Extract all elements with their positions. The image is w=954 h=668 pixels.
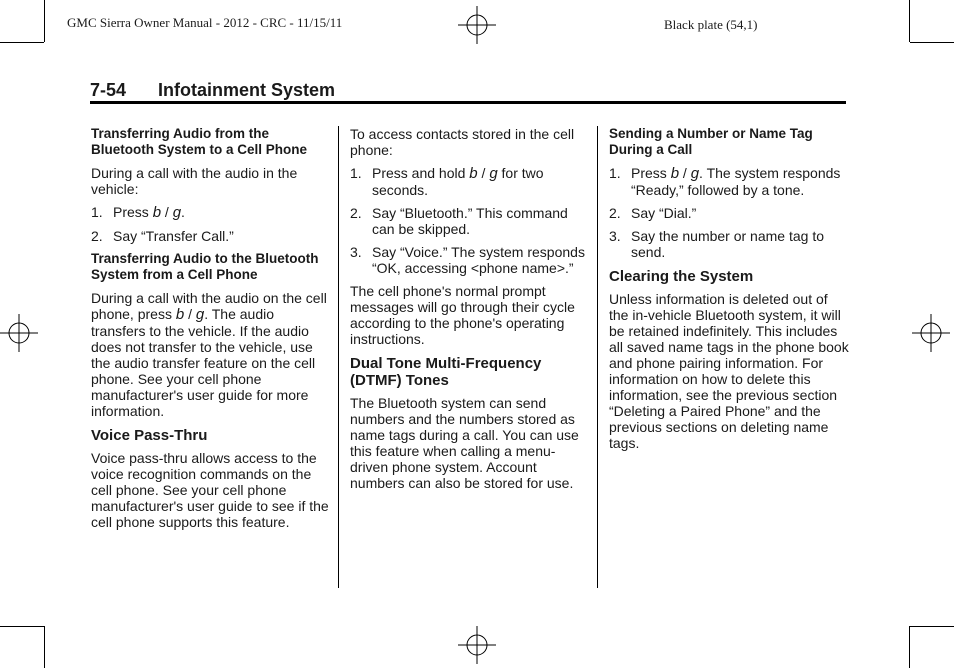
voice-icon: g xyxy=(489,165,498,182)
step-list xyxy=(609,165,849,260)
crop-mark xyxy=(909,0,910,42)
list-item: 2. Say “Dial.” xyxy=(609,205,697,221)
crop-mark xyxy=(0,42,44,43)
print-header-left: GMC Sierra Owner Manual - 2012 - CRC - 11/15/11 xyxy=(67,15,343,30)
subheading: Sending a Number or Name Tag During a Call xyxy=(609,126,813,157)
crop-mark xyxy=(44,626,45,668)
list-item: 2. Say “Transfer Call.” xyxy=(91,228,234,244)
section-heading: Clearing the System xyxy=(609,268,754,285)
paragraph: The Bluetooth system can send numbers and the numbers stored as name tags during a call. You can use this feature when calling a menu-driven phone system. Account numbers can also be stored for use. xyxy=(350,395,579,491)
section-number: 7-54 xyxy=(90,80,127,100)
registration-mark-top xyxy=(458,6,496,44)
column-divider xyxy=(338,126,339,588)
registration-mark-right xyxy=(912,314,950,352)
paragraph: To access contacts stored in the cell phone: xyxy=(350,126,575,158)
title-rule xyxy=(90,101,846,104)
voice-icon: g xyxy=(195,306,205,323)
phone-icon: b xyxy=(469,165,478,182)
crop-mark xyxy=(909,626,910,668)
paragraph: The cell phone's normal prompt messages will go through their cycle according to the phone's operating instructions. xyxy=(350,283,575,347)
registration-mark-bottom xyxy=(458,626,496,664)
column-1 xyxy=(91,126,331,537)
column-2 xyxy=(350,126,590,498)
section-heading: Voice Pass-Thru xyxy=(91,427,208,444)
crop-mark xyxy=(910,42,954,43)
phone-icon: b xyxy=(670,165,680,182)
list-item: 1. Press and hold b / g for two seconds. xyxy=(350,165,544,198)
list-item: 3. Say the number or name tag to send. xyxy=(609,228,824,260)
voice-icon: g xyxy=(690,165,700,182)
phone-icon: b xyxy=(175,306,185,323)
column-3 xyxy=(609,126,849,458)
step-list xyxy=(350,165,590,276)
list-item: 2. Say “Bluetooth.” This command can be skipped. xyxy=(350,205,568,237)
crop-mark xyxy=(0,626,44,627)
chapter-name: Infotainment System xyxy=(158,80,336,100)
subheading: Transferring Audio from the Bluetooth System to a Cell Phone xyxy=(91,126,308,157)
list-item: 1. Press b / g. The system responds “Ready,” followed by a tone. xyxy=(609,165,841,198)
column-divider xyxy=(597,126,598,588)
paragraph: During a call with the audio in the vehicle: xyxy=(91,165,298,197)
subheading: Transferring Audio to the Bluetooth System from a Cell Phone xyxy=(91,251,319,282)
list-item: 3. Say “Voice.” The system responds “OK, accessing <phone name>.” xyxy=(350,244,585,276)
section-heading: Dual Tone Multi-Frequency (DTMF) Tones xyxy=(350,355,542,389)
crop-mark xyxy=(44,0,45,42)
paragraph: Voice pass-thru allows access to the voice recognition commands on the cell phone. See your cell phone manufacturer's user guide to see if the cell phone supports this feature. xyxy=(91,450,329,530)
list-item: 1. Press b / g. xyxy=(91,204,185,221)
voice-icon: g xyxy=(172,204,182,221)
paragraph: Unless information is deleted out of the in-vehicle Bluetooth system, it will be retained indefinitely. This includes all saved name tags in the phone book and phone pairing information. For information on how to delete this information, see the previous section “Deleting a Paired Phone” and the previous sections on deleting name tags. xyxy=(609,291,849,451)
paragraph: During a call with the audio on the cell phone, press b / g. The audio transfers to the vehicle. If the audio does not transfer to the vehicle, use the audio transfer feature on the cell phone. See your cell phone manufacturer's user guide for more information. xyxy=(91,290,327,419)
print-header-right: Black plate (54,1) xyxy=(664,17,758,32)
page-title xyxy=(90,80,335,101)
crop-mark xyxy=(910,626,954,627)
phone-icon: b xyxy=(152,204,162,221)
registration-mark-left xyxy=(0,314,38,352)
step-list xyxy=(91,204,331,244)
